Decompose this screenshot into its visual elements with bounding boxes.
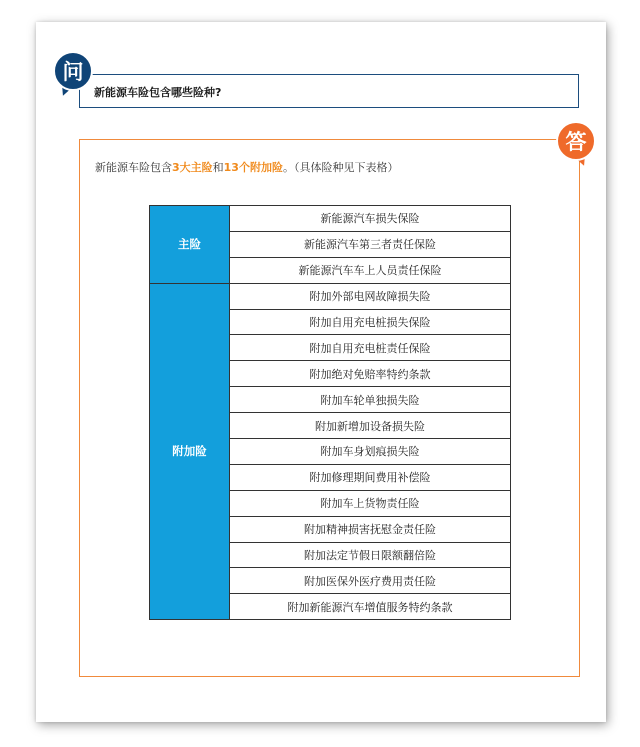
insurance-item: 附加医保外医疗费用责任险 [230,568,511,594]
answer-intro-prefix: 新能源车险包含 [95,161,172,174]
answer-intro [95,159,398,175]
insurance-item: 附加车轮单独损失险 [230,387,511,413]
insurance-item: 新能源汽车损失保险 [230,206,511,232]
insurance-item: 附加新能源汽车增值服务特约条款 [230,594,511,620]
insurance-item: 附加精神损害抚慰金责任险 [230,516,511,542]
table-row [150,283,511,309]
answer-intro-connector: 和 [212,161,224,174]
insurance-item: 附加自用充电桩责任保险 [230,335,511,361]
insurance-item: 附加修理期间费用补偿险 [230,464,511,490]
answer-badge: 答 [556,121,596,161]
question-text: 新能源车险包含哪些险种? [94,86,222,99]
insurance-table [149,205,511,620]
insurance-item: 附加外部电网故障损失险 [230,283,511,309]
insurance-item: 新能源汽车车上人员责任保险 [230,257,511,283]
insurance-item: 附加车身划痕损失险 [230,439,511,465]
insurance-item: 附加自用充电桩损失保险 [230,309,511,335]
insurance-item: 新能源汽车第三者责任保险 [230,231,511,257]
insurance-item: 附加车上货物责任险 [230,490,511,516]
insurance-item: 附加绝对免赔率特约条款 [230,361,511,387]
main-insurance-count: 3大主险 [172,161,213,174]
insurance-item: 附加法定节假日限额翻倍险 [230,542,511,568]
additional-insurance-category: 附加险 [150,283,230,620]
additional-insurance-count: 13个附加险 [223,161,283,174]
question-badge: 问 [53,51,93,91]
insurance-item: 附加新增加设备损失险 [230,413,511,439]
main-insurance-category: 主险 [150,206,230,284]
answer-intro-suffix: 。（具体险种见下表格） [282,161,399,174]
table-row [150,206,511,232]
